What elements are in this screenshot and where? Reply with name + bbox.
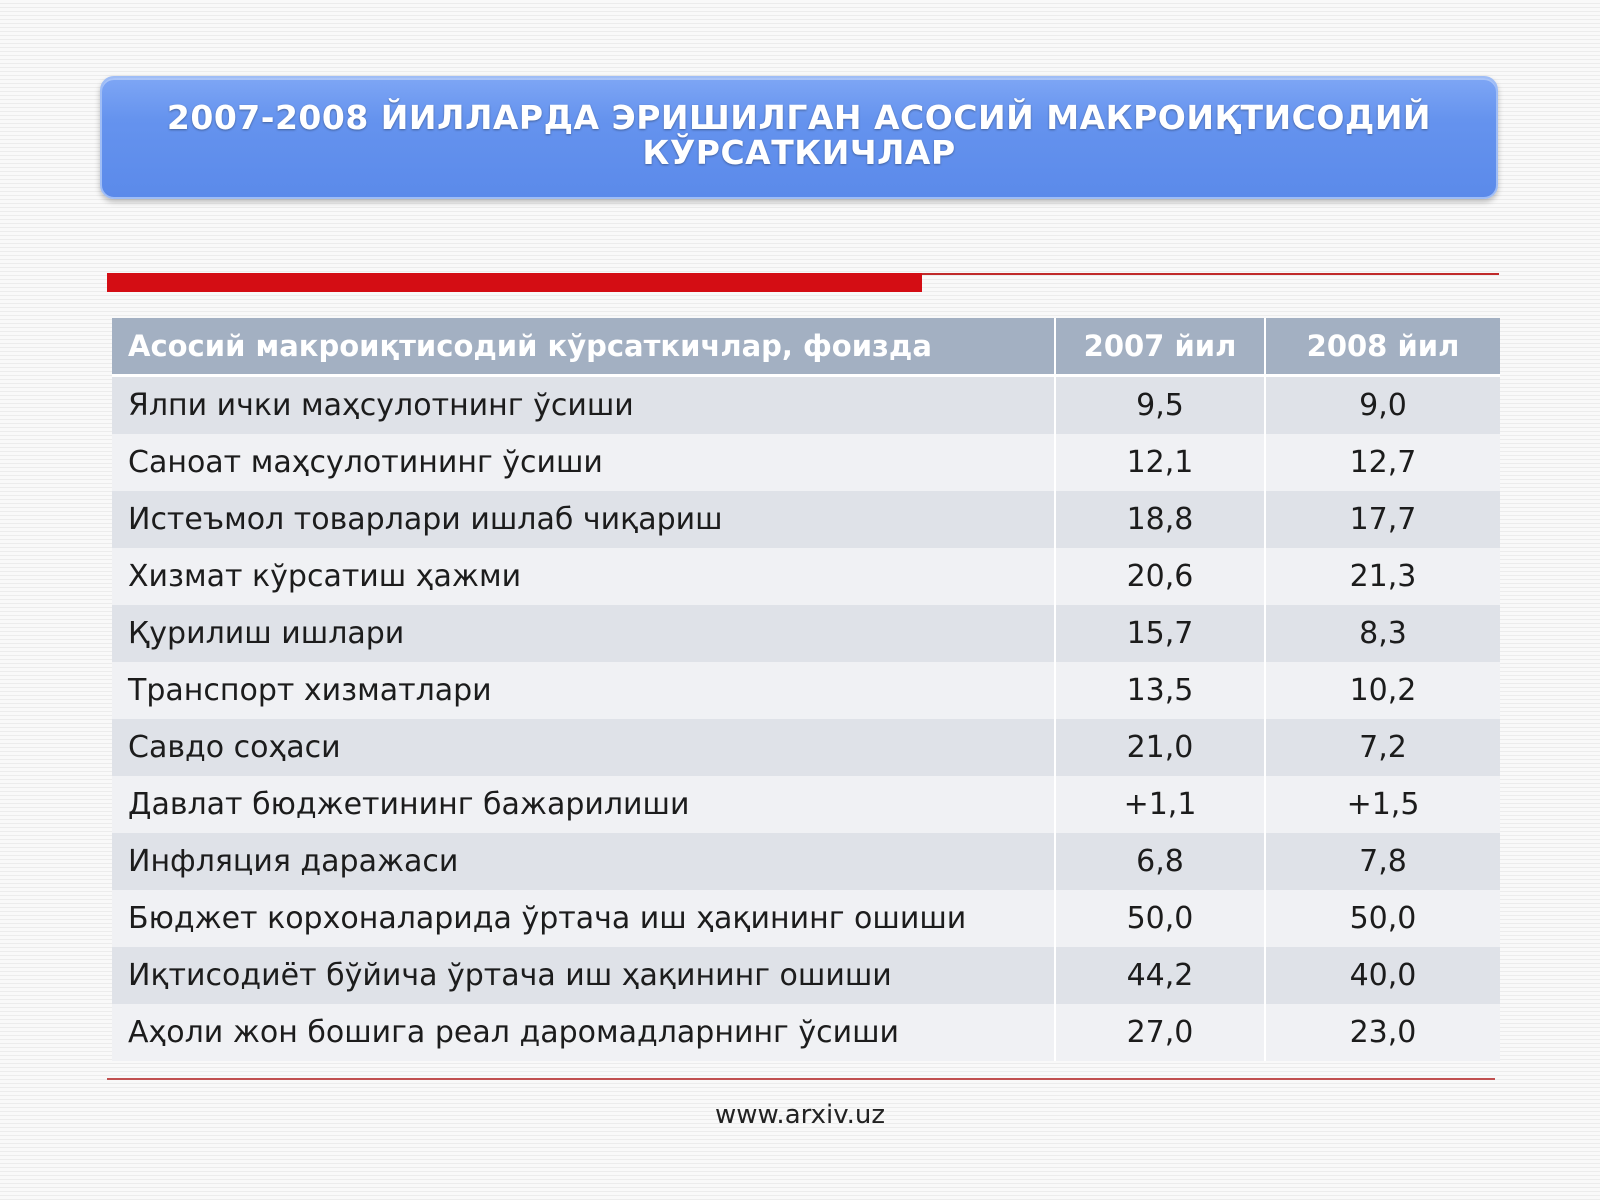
value-2008: 17,7 — [1265, 491, 1500, 548]
table-row — [112, 605, 1500, 662]
indicator-name: Савдо соҳаси — [112, 719, 1055, 776]
value-2008: 50,0 — [1265, 890, 1500, 947]
indicator-name: Давлат бюджетининг бажарилиши — [112, 776, 1055, 833]
indicator-name: Хизмат кўрсатиш ҳажми — [112, 548, 1055, 605]
table-row — [112, 491, 1500, 548]
title-banner — [100, 76, 1498, 199]
table-row — [112, 890, 1500, 947]
value-2007: 20,6 — [1055, 548, 1265, 605]
value-2008: 23,0 — [1265, 1004, 1500, 1061]
table-row — [112, 719, 1500, 776]
value-2007: 9,5 — [1055, 376, 1265, 435]
indicator-name: Иқтисодиёт бўйича ўртача иш ҳақининг ошиши — [112, 947, 1055, 1004]
value-2007: 27,0 — [1055, 1004, 1265, 1061]
indicators-table — [112, 318, 1500, 1061]
value-2007: 12,1 — [1055, 434, 1265, 491]
indicator-name: Ялпи ички маҳсулотнинг ўсиши — [112, 376, 1055, 435]
value-2007: 44,2 — [1055, 947, 1265, 1004]
accent-bar-red — [107, 273, 922, 292]
indicator-name: Инфляция даражаси — [112, 833, 1055, 890]
table-header-row — [112, 318, 1500, 376]
footer-url: www.arxiv.uz — [715, 1100, 885, 1130]
indicator-name: Саноат маҳсулотининг ўсиши — [112, 434, 1055, 491]
indicator-name: Истеъмол товарлари ишлаб чиқариш — [112, 491, 1055, 548]
indicator-name: Аҳоли жон бошига реал даромадларнинг ўсиши — [112, 1004, 1055, 1061]
value-2008: 9,0 — [1265, 376, 1500, 435]
header-year-2008: 2008 йил — [1265, 318, 1500, 376]
value-2007: 15,7 — [1055, 605, 1265, 662]
header-indicator: Асосий макроиқтисодий кўрсаткичлар, фоизда — [112, 318, 1055, 376]
table-row — [112, 548, 1500, 605]
value-2008: 8,3 — [1265, 605, 1500, 662]
header-year-2007: 2007 йил — [1055, 318, 1265, 376]
table-row — [112, 1004, 1500, 1061]
slide-title — [166, 97, 1432, 172]
value-2008: 10,2 — [1265, 662, 1500, 719]
value-2008: 7,2 — [1265, 719, 1500, 776]
value-2007: 13,5 — [1055, 662, 1265, 719]
value-2007: 6,8 — [1055, 833, 1265, 890]
table-row — [112, 947, 1500, 1004]
indicator-name: Транспорт хизматлари — [112, 662, 1055, 719]
value-2008: 21,3 — [1265, 548, 1500, 605]
value-2008: 7,8 — [1265, 833, 1500, 890]
footer-divider — [107, 1078, 1495, 1080]
value-2007: 50,0 — [1055, 890, 1265, 947]
value-2008: 40,0 — [1265, 947, 1500, 1004]
table-row — [112, 833, 1500, 890]
table-row — [112, 434, 1500, 491]
indicator-name: Қурилиш ишлари — [112, 605, 1055, 662]
value-2007: +1,1 — [1055, 776, 1265, 833]
value-2008: 12,7 — [1265, 434, 1500, 491]
indicator-name: Бюджет корхоналарида ўртача иш ҳақининг ошиши — [112, 890, 1055, 947]
title-line-2: КЎРСАТКИЧЛАР — [642, 132, 956, 172]
value-2008: +1,5 — [1265, 776, 1500, 833]
table-row — [112, 776, 1500, 833]
table-row — [112, 376, 1500, 435]
table-row — [112, 662, 1500, 719]
title-line-1: 2007-2008 ЙИЛЛАРДА ЭРИШИЛГАН АСОСИЙ МАКРОИҚТИСОДИЙ — [166, 97, 1432, 137]
value-2007: 21,0 — [1055, 719, 1265, 776]
value-2007: 18,8 — [1055, 491, 1265, 548]
